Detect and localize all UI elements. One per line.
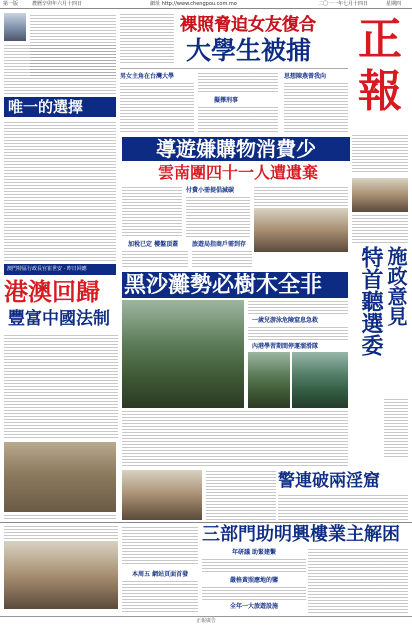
newspaper-logo	[352, 14, 408, 132]
photo-police	[122, 470, 202, 520]
headline-travel: 旅遊局指商戶需到存	[192, 241, 247, 248]
tour-article-3	[254, 186, 348, 206]
police-article-1	[206, 470, 276, 520]
tour-article-1	[122, 186, 182, 238]
ad-text	[352, 214, 408, 244]
divider-bottom	[0, 522, 412, 523]
headline-tour-line2: 雲南團四十一人遭遺棄	[157, 163, 318, 182]
photo-ad-top	[352, 178, 408, 212]
headline-university: 男女主角在台灣大學	[120, 73, 175, 80]
tour-article-2	[186, 196, 250, 238]
ce-article	[384, 398, 408, 458]
page-number: 第一版	[3, 1, 19, 7]
headline-wong: 嚴格黃照應地的鑒	[229, 577, 278, 584]
photo-tree-work-2	[292, 352, 348, 408]
headline-ce-line1: 特首聽選委	[358, 246, 384, 356]
speaker-caption: 澳門特區行政長官崔世安 · 昨日回應	[4, 264, 116, 275]
photo-black-sand-trees	[122, 300, 244, 408]
headline-thinking: 思想陳燕曾我向	[284, 73, 327, 80]
hk-macau-article	[4, 334, 118, 440]
headline-abuse-main: 大學生被捕	[186, 36, 312, 65]
headline-hk-macau: 港澳回歸	[4, 278, 100, 306]
bottom-article-d	[202, 586, 306, 600]
headline-bulk: 全年一大旅遊設施	[229, 603, 278, 610]
headline-three-depts: 三部門助明興樓業主解困	[202, 524, 400, 545]
headline-emergency: 一歲兒游泳危險窒息急救	[252, 317, 319, 324]
bottom-article-b	[202, 558, 306, 574]
headline-tour-line1: 導遊嫌購物消費少	[122, 137, 350, 161]
divider	[120, 68, 348, 69]
article-mid-2	[198, 106, 278, 134]
police-article-2	[278, 494, 408, 520]
photo-tourists	[254, 208, 348, 252]
headline-hk-macau-sub: 豐富中國法制	[8, 309, 110, 329]
article-mid-1	[198, 72, 278, 94]
logo-top: 正	[358, 14, 402, 65]
meeting-caption	[4, 514, 116, 520]
headline-sentence: 擬擇刑事	[214, 97, 239, 104]
top-info-bar	[0, 0, 412, 9]
photo-meeting	[4, 442, 116, 512]
photo-owners-meeting	[4, 541, 118, 609]
bottom-article-e	[308, 548, 408, 614]
website-url: 網址 http://www.chengpou.com.mo	[150, 1, 237, 7]
footer-ad-label: 正報廣告	[0, 616, 412, 625]
funds-article	[122, 250, 188, 268]
travel-article	[192, 250, 252, 268]
abuse-story-intro	[120, 13, 174, 63]
editorial-text-2	[4, 44, 116, 94]
emergency-article	[248, 326, 348, 340]
photo-tree-work	[248, 352, 290, 408]
headline-only-choice: 唯一的選擇	[4, 97, 116, 117]
only-choice-article	[4, 121, 116, 261]
bottom-article-c	[122, 580, 198, 614]
issue-date: 二〇一一年七月十四日	[318, 1, 369, 7]
headline-ce-line2: 施政意見	[384, 246, 408, 326]
logo-bottom: 報	[358, 66, 402, 117]
headline-yanjin: 年研議 助緊建繫	[231, 549, 277, 556]
university-article	[120, 82, 194, 134]
bottom-article-a	[122, 526, 198, 566]
headline-jiangfeng: 付費小冊提倡減碳	[186, 187, 235, 194]
article-thinking	[284, 82, 348, 134]
masthead-info	[352, 134, 408, 174]
black-sand-article-2	[122, 410, 348, 466]
headline-taihu: 本周五 網站頁面首發	[132, 571, 189, 578]
bottom-left-article	[4, 525, 118, 539]
headline-abuse-kicker: 裸照脅迫女友復合	[180, 15, 316, 35]
headline-funds: 加稅已定 樓盤頂蓋	[128, 241, 179, 248]
lunar-date: 農曆辛卯年六月十四日	[32, 1, 83, 7]
headline-police-raid: 警連破兩淫窟	[278, 471, 380, 491]
headline-black-sand: 黑沙灘勢必樹木全非	[124, 272, 323, 298]
headline-tree: 內港學習期間停運溜滑隊	[252, 343, 319, 350]
black-sand-article-1	[248, 300, 348, 314]
columnist-photo	[4, 13, 26, 41]
weekday: 星期四	[386, 1, 402, 7]
